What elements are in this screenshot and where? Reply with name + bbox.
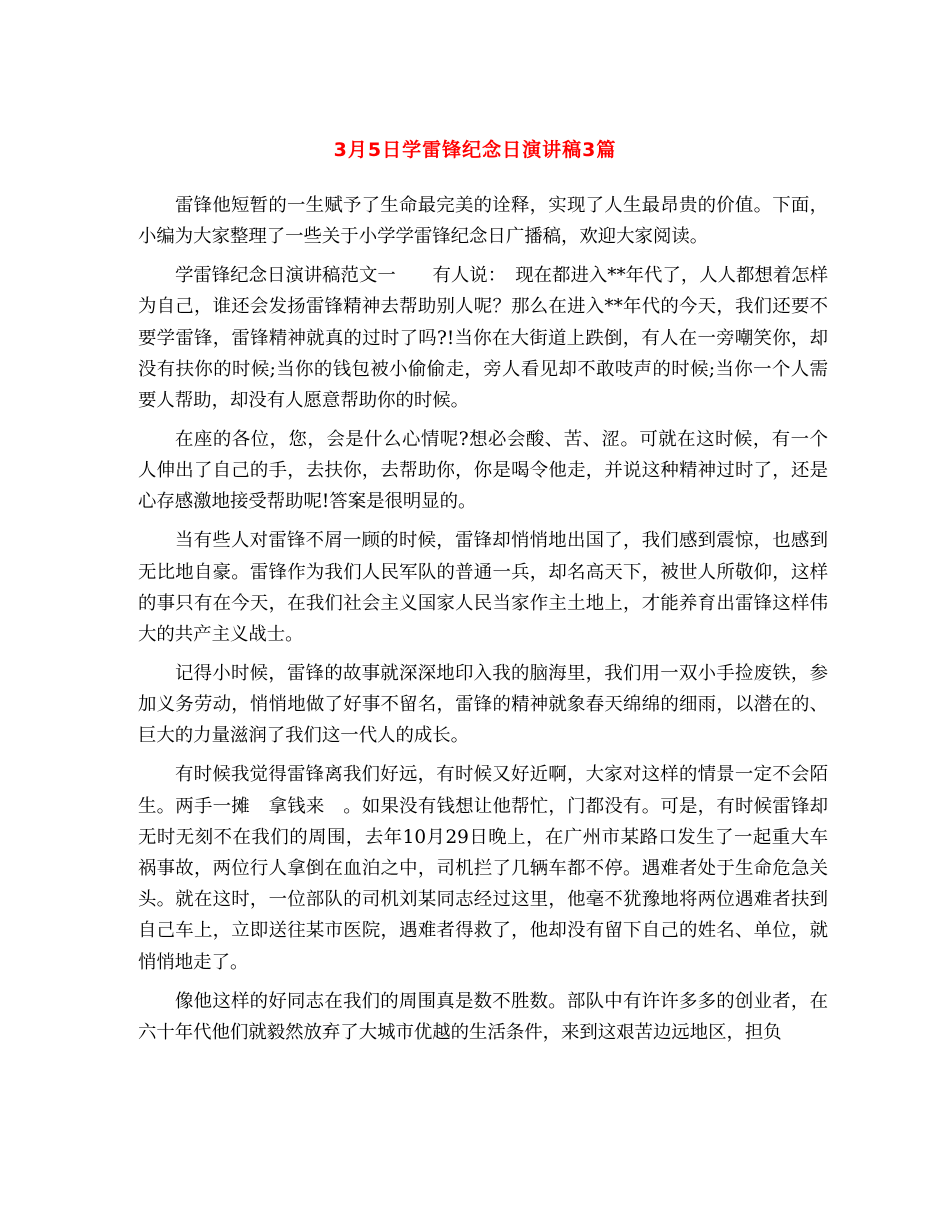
paragraph-intro: 雷锋他短暂的一生赋予了生命最完美的诠释，实现了人生最昂贵的价值。下面，小编为大家整理了一些关于小学学雷锋纪念日广播稿，欢迎大家阅读。: [138, 195, 828, 248]
paragraph-car-accident-story: 有时候我觉得雷锋离我们好远，有时候又好近啊，大家对这样的情景一定不会陌生。两手一摊 拿钱来 。如果没有钱想让他帮忙，门都没有。可是，有时候雷锋却无时无刻不在我们的周围，去年10月29日晚上，在广州市某路口发生了一起重大车祸事故，两位行人拿倒在血泊之中，司机拦了几辆车都不停。遇难者处于生命危急关头。就在这时，一位部队的司机刘某同志经过这里，他毫不犹豫地将两位遇难者扶到自己车上，立即送往某市医院，遇难者得救了，他却没有留下自己的姓名、单位，就悄悄地走了。: [138, 764, 828, 973]
paragraph-good-comrades: 像他这样的好同志在我们的周围真是数不胜数。部队中有许许多多的创业者，在六十年代他们就毅然放弃了大城市优越的生活条件，来到这艰苦边远地区，担负: [138, 990, 828, 1043]
paragraph-audience-question: 在座的各位，您，会是什么心情呢?想必会酸、苦、涩。可就在这时候，有一个人伸出了自己的手，去扶你，去帮助你，你是喝令他走，并说这种精神过时了，还是心存感激地接受帮助呢!答案是很明显的。: [138, 429, 828, 513]
document-title: 3月5日学雷锋纪念日演讲稿3篇: [333, 138, 617, 161]
paragraph-childhood-memory: 记得小时候，雷锋的故事就深深地印入我的脑海里，我们用一双小手捡废铁，参加义务劳动，悄悄地做了好事不留名，雷锋的精神就象春天绵绵的细雨，以潜在的、巨大的力量滋润了我们这一代人的成长。: [138, 663, 828, 747]
paragraph-lei-feng-abroad: 当有些人对雷锋不屑一顾的时候，雷锋却悄悄地出国了，我们感到震惊，也感到无比地自豪。雷锋作为我们人民军队的普通一兵，却名高天下，被世人所敬仰，这样的事只有在今天，在我们社会主义国家人民当家作主土地上，才能养育出雷锋这样伟大的共产主义战士。: [138, 530, 828, 646]
document-body: [138, 190, 828, 1056]
paragraph-speech-one-opening: 学雷锋纪念日演讲稿范文一 有人说： 现在都进入**年代了，人人都想着怎样为自己，谁还会发扬雷锋精神去帮助别人呢？那么在进入**年代的今天，我们还要不要学雷锋，雷锋精神就真的过时了吗?!当你在大街道上跌倒，有人在一旁嘲笑你，却没有扶你的时候;当你的钱包被小偷偷走，旁人看见却不敢吱声的时候;当你一个人需要人帮助，却没有人愿意帮助你的时候。: [138, 265, 828, 412]
